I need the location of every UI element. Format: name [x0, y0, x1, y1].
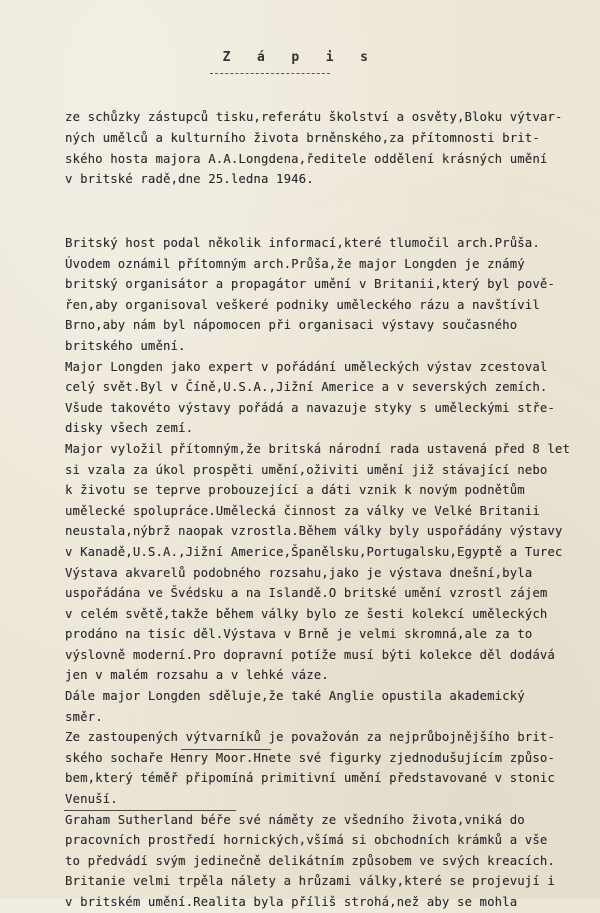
body-line: Graham Sutherland béře své náměty ze všedního života,vniká do: [65, 812, 525, 827]
body-line: výslovně moderní.Pro dopravní potíže musí býti kolekce děl dodává: [65, 647, 555, 662]
body-line: umělecké spolupráce.Umělecká činnost za války ve Velké Britanii: [65, 503, 540, 518]
body-line: jen v malém rozsahu a v lehké váze.: [65, 668, 329, 683]
body-line: pracovních prostředí hornických,všímá si obchodních krámků a vše: [65, 833, 548, 848]
henry-moor-underline: [181, 749, 271, 750]
body-line: řen,aby organisoval veškeré podniky uměleckého rázu a navštívil: [65, 297, 540, 312]
body-line: bem,který téměř připomíná primitivní umění představované v stonic: [65, 771, 555, 786]
body-line: Všude takovéto výstavy pořádá a navazuje styky s uměleckými stře-: [65, 400, 555, 415]
body-line: uspořádána ve Švédsku a na Islandě.O britské umění vzrostl zájem: [65, 586, 548, 601]
intro-paragraph: [65, 107, 600, 190]
body-line: prodáno na tisíc děl.Výstava v Brně je velmi skromná,ale za to: [65, 627, 533, 642]
graham-sutherland-underline: [64, 810, 236, 811]
body-line: v Kanadě,U.S.A.,Jižní Americe,Španělsku,Portugalsku,Egyptě a Turec: [65, 544, 563, 559]
body-line: ského sochaře Henry Moor.Hnete své figurky zjednodušujícím způso-: [65, 750, 555, 765]
body-line: britský organisátor a propagátor umění v Britanii,který byl pově-: [65, 277, 555, 292]
intro-line: v britské radě,dne 25.ledna 1946.: [65, 172, 314, 187]
intro-line: ných umělců a kulturního života brněnského,za přítomnosti brit-: [65, 130, 540, 145]
body-line: Výstava akvarelů podobného rozsahu,jako je výstava dnešní,byla: [65, 565, 533, 580]
intro-line: ze schůzky zástupců tisku,referátu školství a osvěty,Bloku výtvar-: [65, 110, 563, 124]
body-line: směr.: [65, 709, 103, 724]
body-line: Britský host podal několik informací,které tlumočil arch.Průša.: [65, 236, 540, 250]
body-line: Major Longden jako expert v pořádání uměleckých výstav zcestoval: [65, 359, 548, 374]
body-line: celý svět.Byl v Číně,U.S.A.,Jižní Americe a v severských zemích.: [65, 380, 548, 395]
body-line: Ze zastoupených výtvarníků je považován za nejprůbojnějšího brit-: [65, 730, 555, 745]
body-line: Brno,aby nám byl nápomocen při organisaci výstavy současného: [65, 318, 518, 333]
body-line: disky všech zemí.: [65, 421, 194, 436]
body-line: Úvodem oznámil přítomným arch.Průša,že major Longden je známý: [65, 256, 525, 271]
body-line: neustala,nýbrž naopak vzrostla.Během války byly uspořádány výstavy: [65, 524, 563, 539]
body-line: v celém světě,takže během války bylo ze šesti kolekcí uměleckých: [65, 606, 548, 621]
title-underline: [210, 73, 330, 74]
intro-line: ského hosta majora A.A.Longdena,ředitele oddělení krásných umění: [65, 151, 548, 166]
body-line: k životu se teprve probouzející a dáti vznik k novým podnětům: [65, 483, 525, 498]
body-line: Dále major Longden sděluje,že také Anglie opustila akademický: [65, 689, 525, 704]
body-line: si vzala za úkol prospěti umění,oživiti umění již stávající nebo: [65, 462, 548, 477]
body-line: v britském umění.Realita byla příliš strohá,než aby se mohla: [65, 895, 518, 909]
body-line: to předvádí svým jedinečně delikátním způsobem ve svých kreacích.: [65, 853, 555, 868]
body-line: Major vyložil přítomným,že britská národní rada ustavená před 8 let: [65, 441, 571, 456]
body-line: britského umění.: [65, 338, 186, 353]
body-line: Britanie velmi trpěla nálety a hrůzami války,které se projevují i: [65, 874, 555, 889]
body-line: Venuší.: [65, 792, 118, 807]
document-title: Z á p i s: [222, 50, 378, 65]
